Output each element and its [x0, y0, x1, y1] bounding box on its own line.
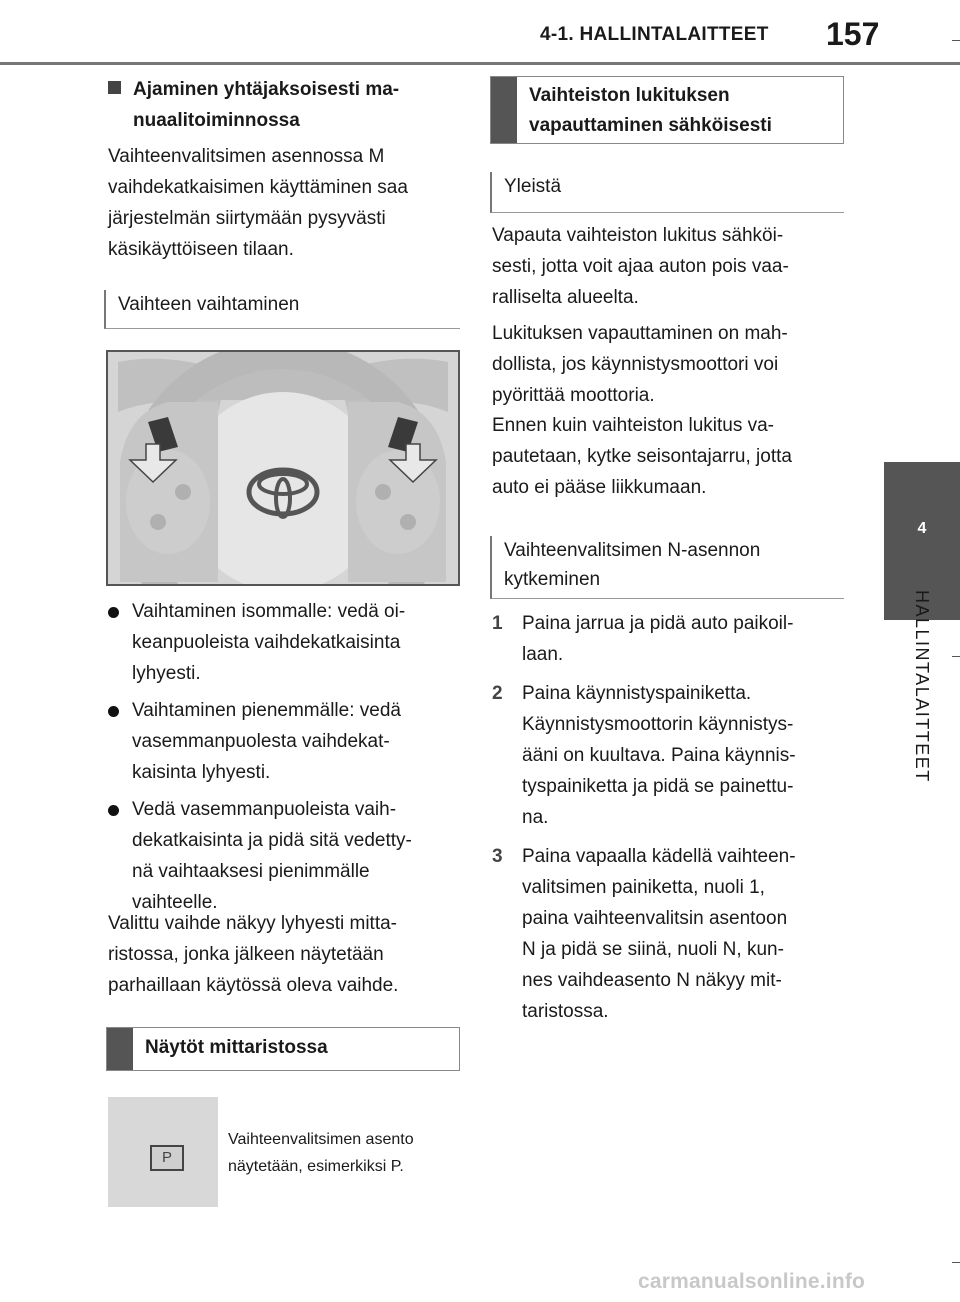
crop-mark	[952, 656, 960, 657]
steering-wheel-illustration	[106, 350, 460, 586]
section-title: 4-1. HALLINTALAITTEET	[540, 24, 769, 45]
subheading-box	[490, 172, 844, 213]
crop-mark	[952, 1262, 960, 1263]
box-marker	[491, 77, 517, 143]
subheading-box	[104, 290, 460, 329]
list-item: 1 Paina jarrua ja pidä auto paikoil- laan.	[492, 608, 847, 670]
step-number: 1	[492, 613, 503, 634]
heading-square-icon	[108, 81, 121, 94]
bullet-list	[108, 596, 463, 924]
release-title: Vaihteiston lukituksen vapauttaminen sähköisesti	[529, 85, 772, 136]
steps-list	[492, 608, 847, 1027]
section-heading: Ajaminen yhtäjaksoisesti ma- nuaalitoiminnossa	[108, 74, 453, 136]
release-paragraph-2: Lukituksen vapauttaminen on mah- dollista, jos käynnistysmoottori voi pyörittää moottoria.	[492, 323, 788, 406]
subheading-label: Vaihteen vaihtaminen	[118, 294, 300, 315]
box-marker	[107, 1028, 133, 1070]
bullet-icon	[108, 607, 119, 618]
step-number: 2	[492, 683, 503, 704]
page-number: 157	[826, 16, 880, 52]
release-paragraph-3: Ennen kuin vaihteiston lukitus va- pautetaan, kytke seisontajarru, jotta auto ei pääse liikkumaan.	[492, 415, 792, 498]
bullet-icon	[108, 805, 119, 816]
subheading-label: Yleistä	[504, 176, 562, 197]
crop-mark	[952, 40, 960, 41]
gear-indicator: P	[150, 1145, 184, 1171]
release-paragraph-1: Vapauta vaihteiston lukitus sähköi- sesti, jotta voit ajaa auton pois vaa- ralliselta alueelta.	[492, 225, 789, 308]
list-item: Vaihtaminen isommalle: vedä oi- keanpuoleista vaihdekatkaisinta lyhyesti.	[108, 596, 463, 689]
watermark: carmanualsonline.info	[638, 1270, 866, 1293]
display-paragraph: Valittu vaihde näkyy lyhyesti mitta- ristossa, jonka jälkeen näytetään parhaillaan käytössä oleva vaihde.	[108, 913, 399, 996]
section-box-release	[490, 76, 844, 144]
bullet-icon	[108, 706, 119, 717]
header-rule	[0, 62, 960, 65]
subheading-box	[490, 536, 844, 599]
chapter-label: HALLINTALAITTEET	[912, 590, 932, 783]
section-box-displays: Näytöt mittaristossa	[106, 1027, 460, 1071]
intro-paragraph: Vaihteenvalitsimen asennossa M vaihdekatkaisimen käyttäminen saa järjestelmän siirtymään pysyvästi käsikäyttöiseen tilaan.	[108, 146, 408, 260]
step-number: 3	[492, 846, 503, 867]
display-caption: Vaihteenvalitsimen asento näytetään, esimerkiksi P.	[228, 1131, 414, 1175]
list-item: Vedä vasemmanpuoleista vaih- dekatkaisinta ja pidä sitä vedetty- nä vaihtaaksesi pienimmälle vaihteelle.	[108, 794, 463, 918]
list-item: 3 Paina vapaalla kädellä vaihteen- valitsimen painiketta, nuoli 1, paina vaihteenvalitsin asentoon N ja pidä se siinä, nuoli N, kun- nes vaihdeasento N näkyy mit- taristossa.	[492, 841, 847, 1027]
list-item: 2 Paina käynnistyspainiketta. Käynnistysmoottorin käynnistys- ääni on kuultava. Paina käynnis- tyspainiketta ja pidä se painettu- na.	[492, 678, 847, 833]
subheading-label: Vaihteenvalitsimen N-asennon kytkeminen	[504, 540, 761, 590]
chapter-number: 4	[917, 520, 927, 537]
list-item: Vaihtaminen pienemmälle: vedä vasemmanpuolesta vaihdekat- kaisinta lyhyesti.	[108, 695, 463, 788]
